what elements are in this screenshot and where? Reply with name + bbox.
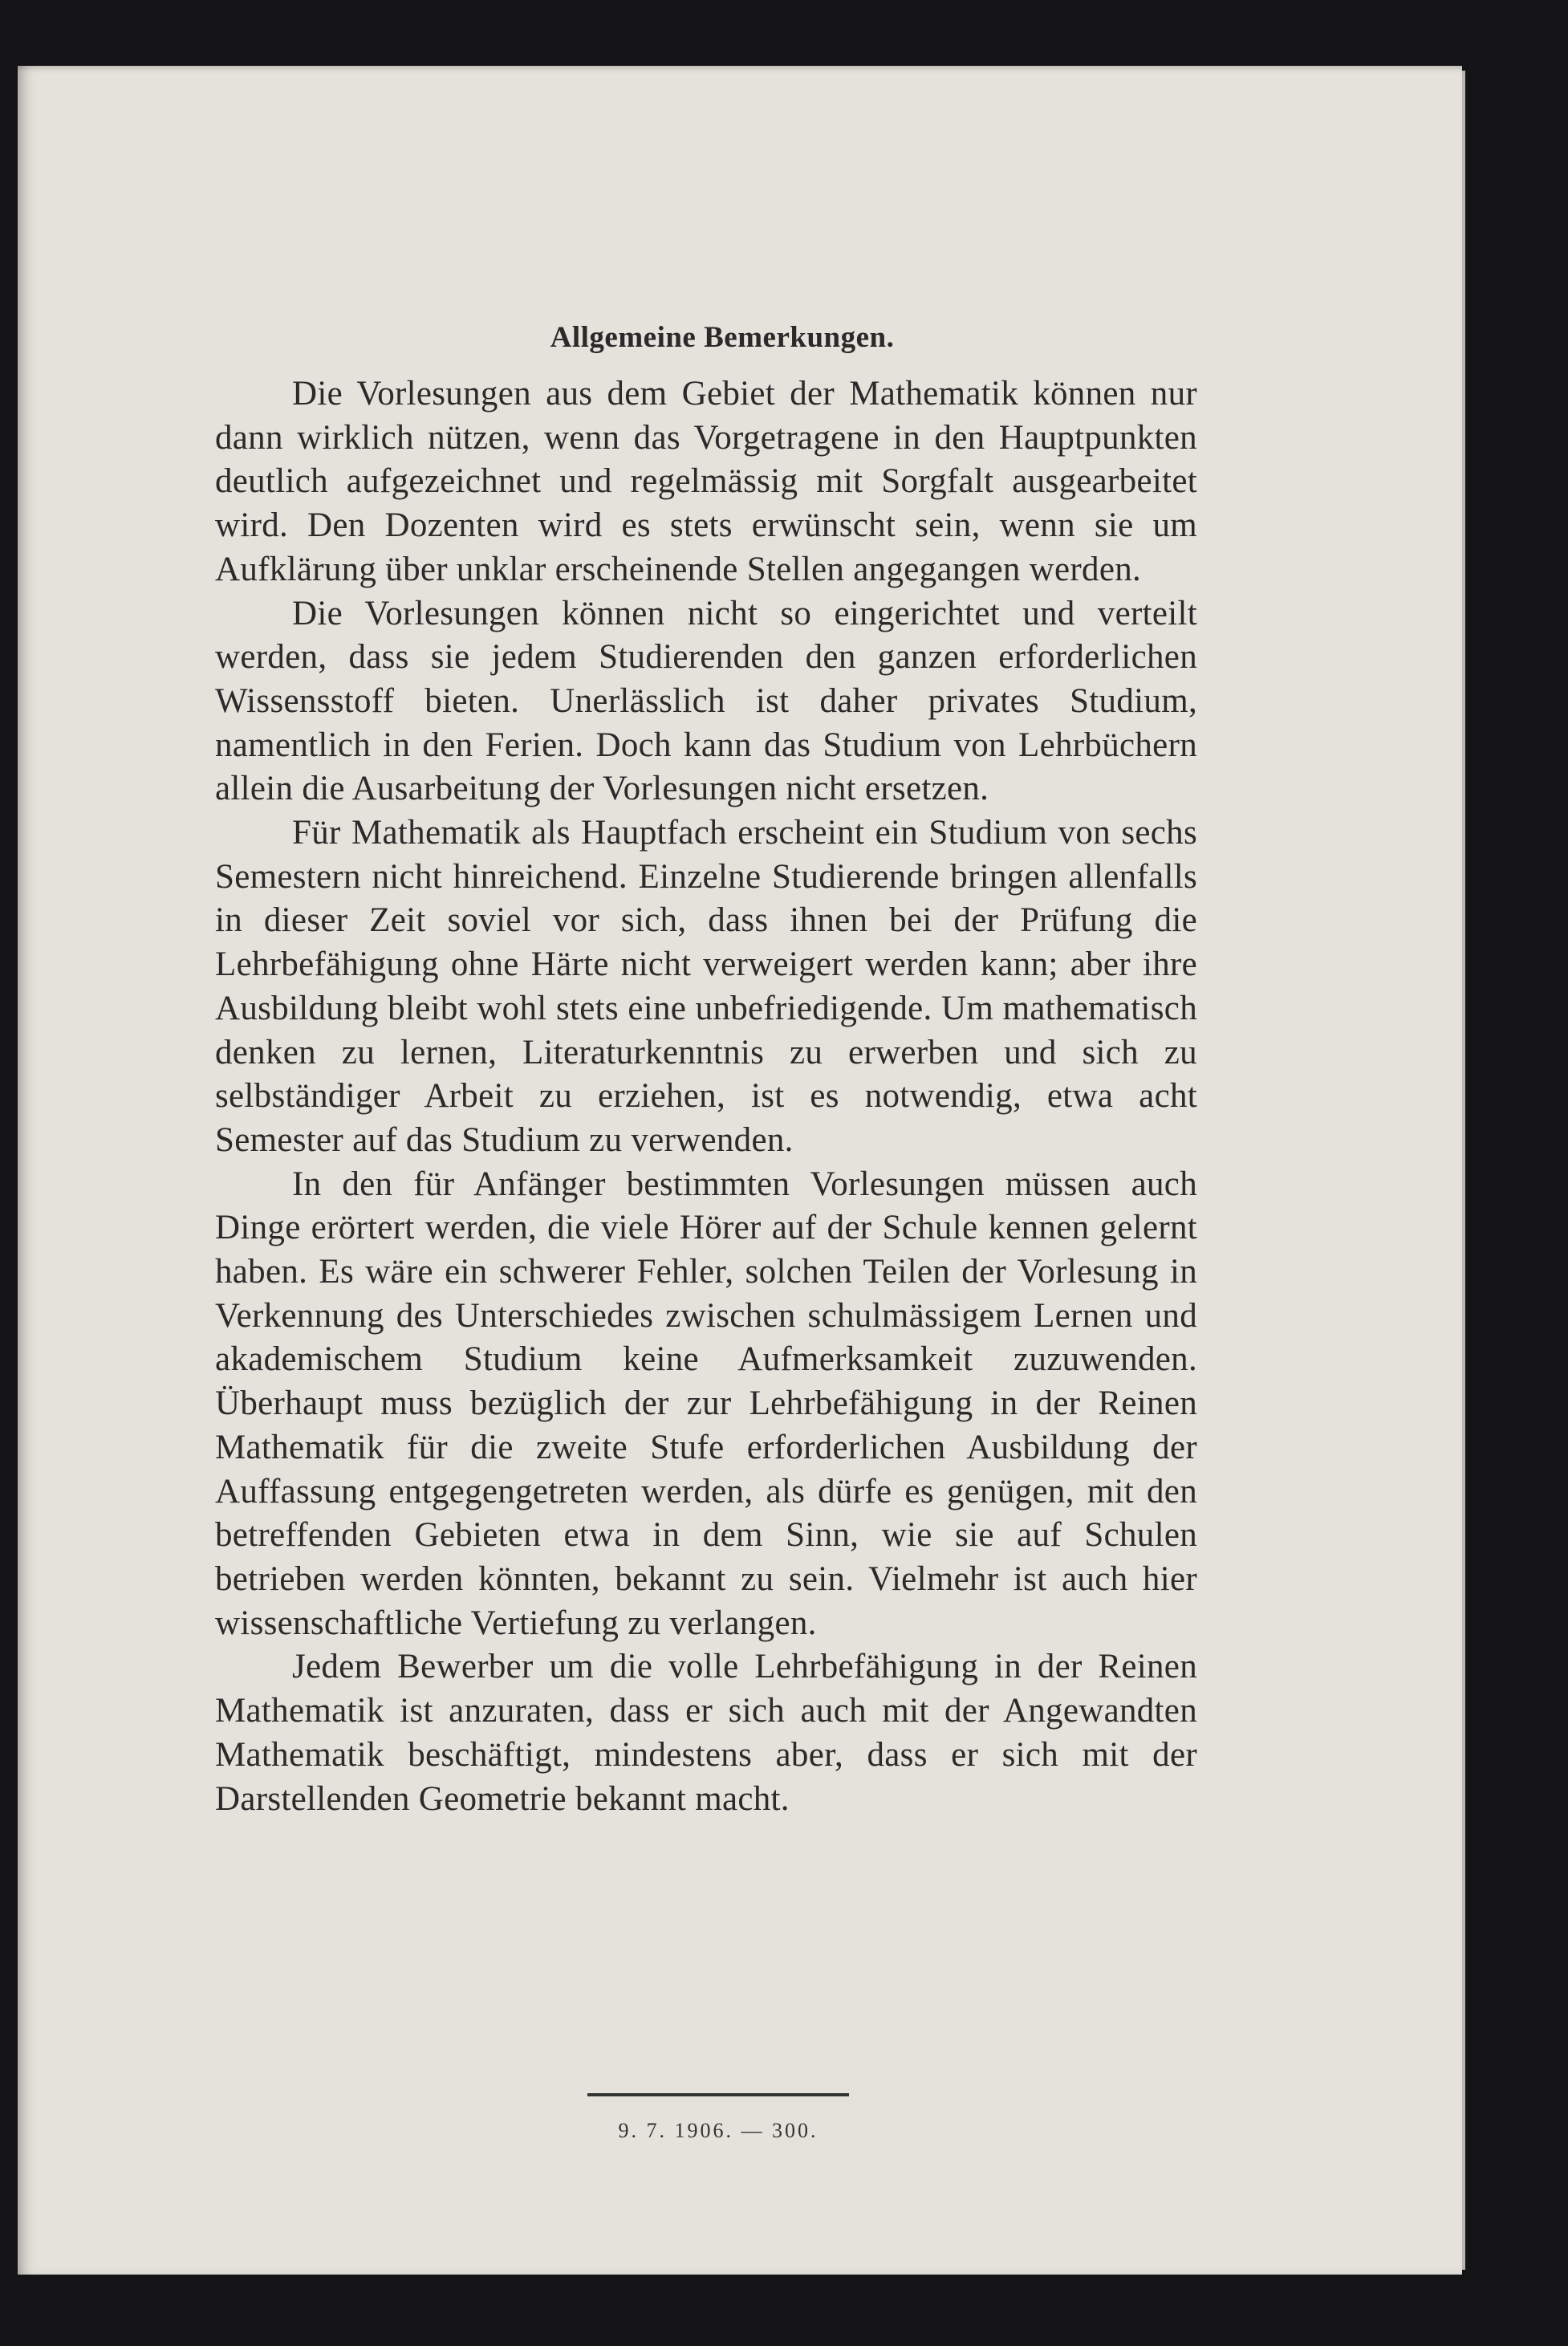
page-title: Allgemeine Bemerkungen.: [550, 321, 895, 354]
paragraph-2: Die Vorlesungen können nicht so eingerichtet und verteilt werden, dass sie jedem Studierenden den ganzen erforderlichen Wissensstoff bieten. Unerlässlich ist daher privates Studium, namentlich in den Ferien. Doch kann das Studium von Lehrbüchern allein die Ausarbeitung der Vorlesungen nicht ersetzen.: [215, 594, 1197, 808]
page-edge: [1462, 71, 1465, 2270]
paragraph-3: Für Mathematik als Hauptfach erscheint ein Studium von sechs Semestern nicht hinreichend. Einzelne Studierende bringen allenfalls in dieser Zeit soviel vor sich, dass ihnen bei der Prüfung die Lehrbefähigung ohne Härte nicht verweigert werden kann; aber ihre Ausbildung bleibt wohl stets eine unbefriedigende. Um mathematisch denken zu lernen, Literaturkenntnis zu erwerben und sich zu selbständiger Arbeit zu erziehen, ist es notwendig, etwa acht Semester auf das Studium zu verwenden.: [215, 814, 1197, 1159]
document-page: [18, 66, 1462, 2275]
print-note: 9. 7. 1906. — 300.: [618, 2119, 819, 2142]
text-block: [215, 303, 1197, 1821]
divider-rule: [587, 2093, 849, 2096]
paragraph-1: Die Vorlesungen aus dem Gebiet der Mathematik können nur dann wirklich nützen, wenn das Vorgetragene in den Hauptpunkten deutlich aufgezeichnet und regelmässig mit Sorgfalt ausgearbeitet wird. Den Dozenten wird es stets erwünscht sein, wenn sie um Aufklärung über unklar erscheinende Stellen angegangen werden.: [215, 375, 1197, 588]
paragraph-4: In den für Anfänger bestimmten Vorlesungen müssen auch Dinge erörtert werden, die viele Hörer auf der Schule kennen gelernt haben. Es wäre ein schwerer Fehler, solchen Teilen der Vorlesung in Verkennung des Unterschiedes zwischen schulmässigem Lernen und akademischem Studium keine Aufmerksamkeit zuzuwenden. Überhaupt muss bezüglich der zur Lehrbefähigung in der Reinen Mathematik für die zweite Stufe erforderlichen Ausbildung der Auffassung entgegengetreten werden, als dürfe es genügen, mit den betreffenden Gebieten etwa in dem Sinn, wie sie auf Schulen betrieben werden könnten, bekannt zu sein. Vielmehr ist auch hier wissenschaftliche Vertiefung zu verlangen.: [215, 1165, 1197, 1642]
paragraph-5: Jedem Bewerber um die volle Lehrbefähigung in der Reinen Mathematik ist anzuraten, dass er sich auch mit der Angewandten Mathematik beschäftigt, mindestens aber, dass er sich mit der Darstellenden Geometrie bekannt macht.: [215, 1648, 1197, 1818]
